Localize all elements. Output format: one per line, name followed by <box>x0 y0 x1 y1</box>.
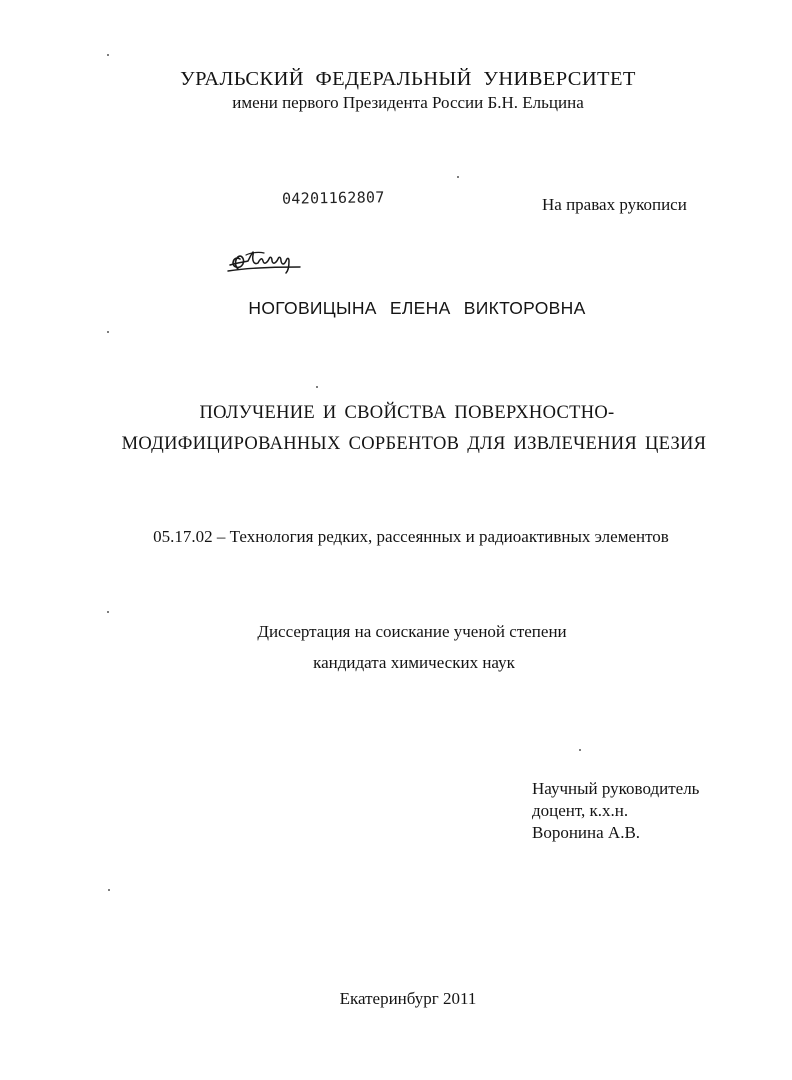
city-year: Екатеринбург 2011 <box>339 989 477 1008</box>
supervisor-name: Воронина А.В. <box>532 823 641 842</box>
scan-speck <box>107 611 109 613</box>
scan-speck <box>107 331 109 333</box>
inventory-number-stamp: 04201162807 <box>281 188 385 208</box>
scan-speck <box>457 176 459 178</box>
scan-speck <box>108 889 110 891</box>
degree-line-2: кандидата химических наук <box>313 653 515 672</box>
dissertation-title-line-2: МОДИФИЦИРОВАННЫХ СОРБЕНТОВ ДЛЯ ИЗВЛЕЧЕНИЯ ЦЕЗИЯ <box>121 434 707 454</box>
supervisor-position: доцент, к.х.н. <box>532 801 629 820</box>
university-name: УРАЛЬСКИЙ ФЕДЕРАЛЬНЫЙ УНИВЕРСИТЕТ <box>180 68 636 90</box>
supervisor-block <box>532 778 699 844</box>
dissertation-title-line-1: ПОЛУЧЕНИЕ И СВОЙСТВА ПОВЕРХНОСТНО- <box>199 403 615 423</box>
scan-speck <box>107 54 109 56</box>
manuscript-note: На правах рукописи <box>542 195 687 214</box>
handwritten-signature <box>226 243 306 277</box>
scan-speck <box>316 386 318 388</box>
degree-line-1: Диссертация на соискание ученой степени <box>257 622 567 641</box>
scan-speck <box>579 749 581 751</box>
author-name: НОГОВИЦЫНА ЕЛЕНА ВИКТОРОВНА <box>248 298 586 318</box>
supervisor-role: Научный руководитель <box>532 779 700 798</box>
university-subtitle: имени первого Президента России Б.Н. Ельцина <box>232 93 584 112</box>
specialty-code: 05.17.02 – Технология редких, рассеянных и радиоактивных элементов <box>153 527 669 546</box>
